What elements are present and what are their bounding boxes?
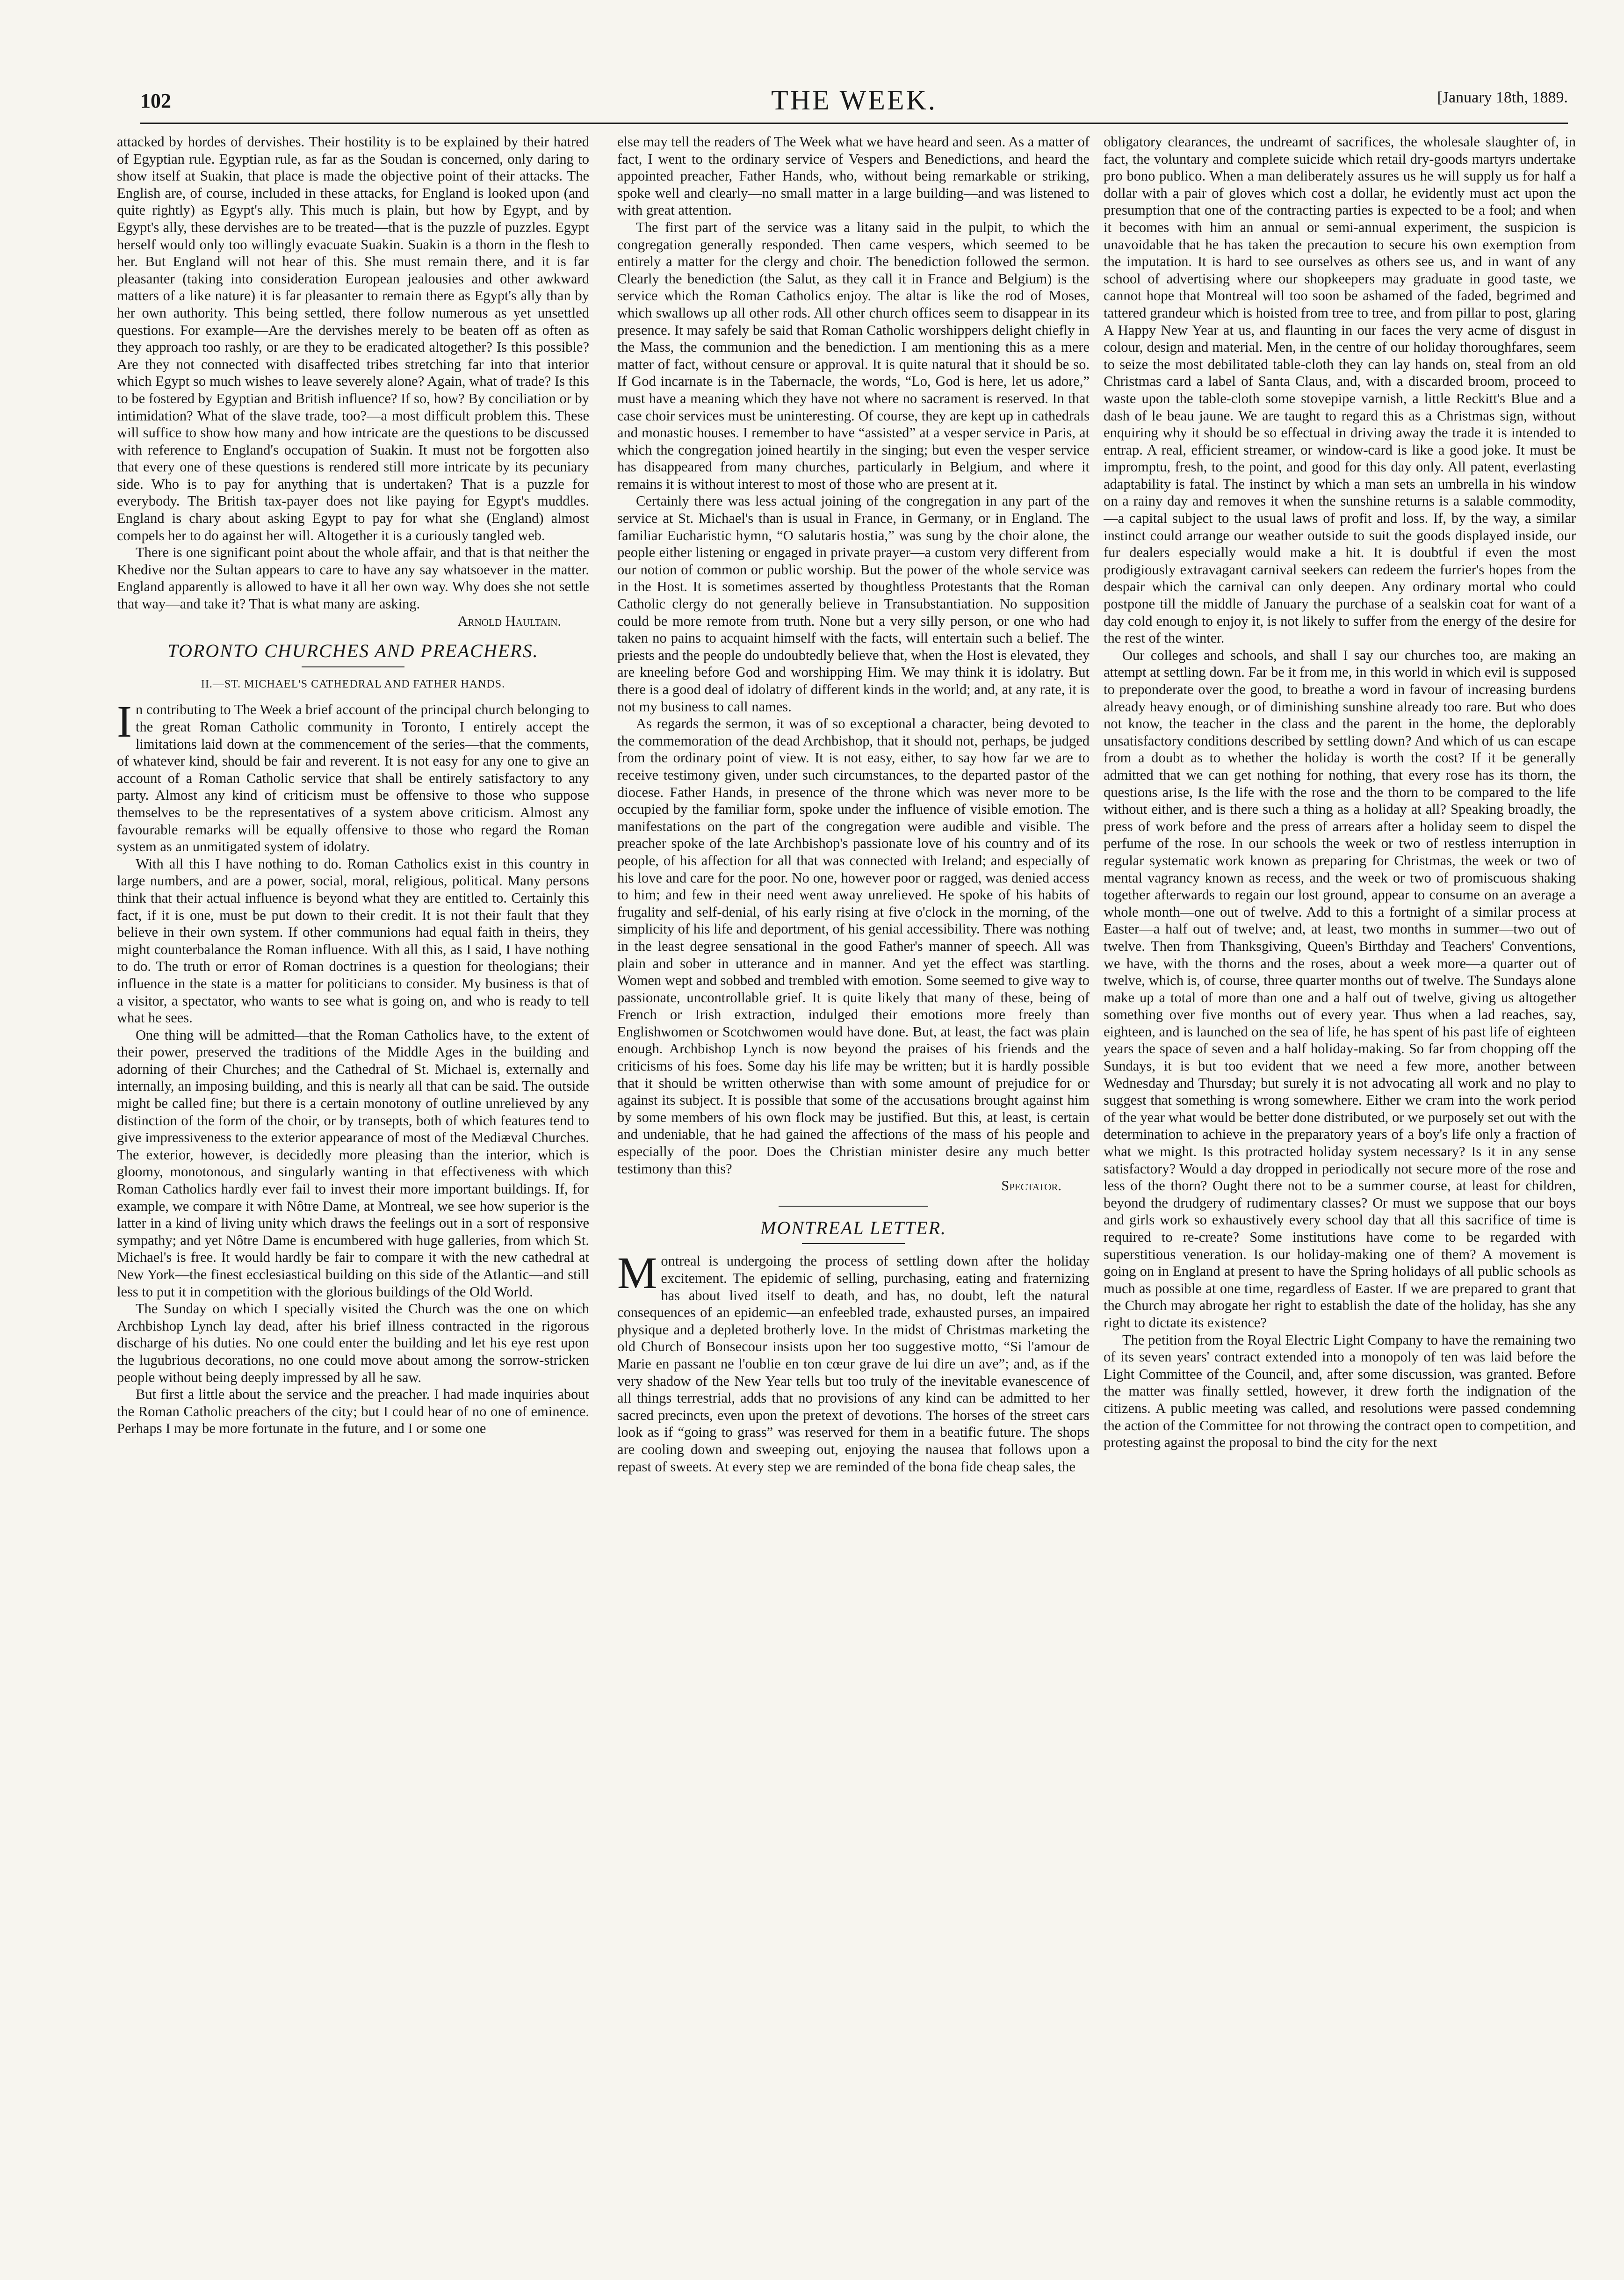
author-signature: Arnold Haultain.: [457, 613, 561, 629]
paragraph: There is one significant point about the whole affair, and that is that neither the Khedive nor the Sultan appears to care to have any say whatsoever in the matter. England apparently is allowed to have it all her own way. Why does she not settle that way—and take it? That is what many are asking.: [117, 544, 589, 612]
masthead-title: THE WEEK.: [771, 85, 937, 116]
column-3: [1104, 133, 1576, 2224]
page-header: [140, 85, 1568, 126]
page-number: 102: [140, 89, 171, 112]
paragraph: But first a little about the service and the preacher. I had made inquiries about the Roman Catholic preachers of the city; but I could hear of no one of eminence. Perhaps I may be more fortunate in the future, and I or some one: [117, 1386, 589, 1437]
author-signature: Spectator.: [1001, 1178, 1061, 1194]
paragraph: With all this I have nothing to do. Roman Catholics exist in this country in large numbers, and are a power, social, moral, religious, political. Many persons think that their actual influence is beyond what they are entitled to. Certainly this fact, if it is one, must be put down to their credit. It is not their fault that they believe in their own system. If other communions had equal faith in theirs, they might counterbalance the Roman influence. With all this, as I said, I have nothing to do. The truth or error of Roman doctrines is a question for theologians; their influence in the state is a matter for politicians to consider. My business is that of a visitor, a spectator, who wants to see what is going on, and who is ready to tell what he sees.: [117, 855, 589, 1026]
section-subhead: II.—ST. MICHAEL'S CATHEDRAL AND FATHER HANDS.: [201, 678, 505, 690]
article-divider: [779, 1206, 928, 1207]
paragraph: Montreal is undergoing the process of settling down after the holiday excitement. The epidemic of selling, purchasing, eating and fraternizing has about lived itself to death, and has, no doubt, left the natural consequences of an epidemic—an enfeebled trade, exhausted purses, an impaired physique and a depleted brotherly love. In the midst of Christmas marketing the old Church of Bonsecour insists upon her too suggestive motto, “Si l'amour de Marie en passant ne l'oublie en ton cœur grave de lui dire un ave”; and, as if the very shadow of the New Year tells but too truly of the inevitable evanescence of all things terrestrial, adds that no provisions of any kind can be admitted to her sacred precincts, even upon the pretext of devotions. The horses of the street cars look as if “going to grass” was reserved for them in a beatific future. The shops are cooling down and sweeping out, enjoying the nausea that follows upon a repast of sweets. At every step we are reminded of the bona fide cheap sales, the: [617, 1248, 1090, 1475]
section-rule: [802, 1243, 905, 1244]
paragraph: Certainly there was less actual joining of the congregation in any part of the service at St. Michael's than is usual in France, in Germany, or in England. The familiar Eucharistic hymn, “O salutaris hostia,” was sung by the choir alone, the people either listening or engaged in private prayer—a custom very different from our notion of common or public worship. But the power of the whole service was in the Host. It is sometimes asserted by thoughtless Protestants that the Roman Catholic clergy do not generally believe in Transubstantiation. No supposition could be more remote from truth. None but a very silly person, or one who had taken no pains to acquaint himself with the facts, will entertain such a belief. The priests and the people do undoubtedly believe that, when the Host is elevated, they are kneeling before God and worshipping Him. We may think it is idolatry. But there is a good deal of idolatry of different kinds in the world; and, at any rate, it is not my business to call names.: [617, 493, 1090, 715]
paragraph: else may tell the readers of The Week what we have heard and seen. As a matter of fact, I went to the ordinary service of Vespers and Benedictions, and heard the appointed preacher, Father Hands, who, without being remarkable or striking, spoke well and clearly—no small matter in a large building—and was listened to with great attention.: [617, 134, 1090, 218]
column-1: [117, 133, 589, 2224]
section-title: TORONTO CHURCHES AND PREACHERS.: [167, 640, 539, 662]
paragraph: The Sunday on which I specially visited the Church was the one on which Archbishop Lynch lay dead, after his brief illness contracted in the rigorous discharge of his duties. No one could enter the building and let his eye rest upon the lugubrious decorations, no one could move about among the sorrow-stricken people without being deeply impressed by all he saw.: [117, 1301, 589, 1385]
paragraph: The first part of the service was a litany said in the pulpit, to which the congregation generally responded. Then came vespers, which seemed to be entirely a matter for the clergy and choir. The benediction followed the sermon. Clearly the benediction (the Salut, as they call it in France and Belgium) is the service which the Roman Catholics enjoy. The altar is like the rod of Moses, which swallows up all other rods. All other church offices seem to disappear in its presence. It may safely be said that Roman Catholic worshippers delight chiefly in the Mass, the communion and the benediction. I am mentioning this as a mere matter of fact, without censure or approval. It is quite natural that it should be so. If God incarnate is in the Tabernacle, the words, “Lo, God is here, let us adore,” must have a meaning which they have not where no sacrament is reserved. In that case choir services must be uninteresting. Of course, they are kept up in cathedrals and monastic houses. I remember to have “assisted” at a vesper service in Paris, at which the congregation joined heartily in the singing; but even the vesper service has disappeared from many churches, particularly in Belgium, and where it remains it is without interest to most of those who are present at it.: [617, 219, 1090, 492]
paragraph: As regards the sermon, it was of so exceptional a character, being devoted to the commemoration of the dead Archbishop, that it should not, perhaps, be judged from the ordinary point of view. It is not easy, either, to say how far we are to receive testimony given, under such circumstances, to the departed pastor of the diocese. Father Hands, in presence of the throne which was never more to be occupied by the familiar form, spoke under the influence of visible emotion. The manifestations on the part of the congregation were audible and visible. The preacher spoke of the late Archbishop's passionate love of his country and of its people, of his affection for all that was connected with Ireland; and especially of his love and care for the poor. No one, however poor or ragged, was denied access to him; and few in their need went away unrelieved. He spoke of his habits of frugality and self-denial, of his early rising at five o'clock in the morning, of the simplicity of his life and deportment, of his genial accessibility. There was nothing in the least degree sensational in the good Father's manner of speech. All was plain and sober in utterance and in manner. And yet the effect was startling. Women wept and sobbed and trembled with emotion. Some seemed to give way to passionate, uncontrollable grief. It is quite likely that many of these, being of French or Irish extraction, indulged their emotions more freely than Englishwomen or Scotchwomen would have done. But, at least, the fact was plain enough. Archbishop Lynch is now beyond the praises of his friends and the criticisms of his foes. Some day his life may be written; but it is hardly possible that it should be written otherwise than with some amount of prejudice for or against its subject. It is possible that some of the accusations brought against him by some members of his own flock may be justified. But this, at least, is certain and undeniable, that he had gained the affections of the mass of his people and especially of the poor. Does the Christian minister desire any much better testimony than this?: [617, 716, 1090, 1177]
section-title: MONTREAL LETTER.: [760, 1217, 946, 1238]
issue-date: [January 18th, 1889.: [1437, 89, 1568, 106]
paragraph: In contributing to The Week a brief account of the principal church belonging to the great Roman Catholic community in Toronto, I entirely accept the limitations laid down at the commencement of the series—that the comments, of whatever kind, should be fair and reverent. It is not easy for any one to give an account of a Roman Catholic service that shall be entirely satisfactory to any party. Almost any kind of criticism must be offensive to those who suppose themselves to be the representatives of a system above criticism. Almost any favourable remarks will be equally offensive to those who regard the Roman system as an unmitigated system of idolatry.: [117, 696, 589, 855]
header-rule: [140, 123, 1568, 124]
paragraph: One thing will be admitted—that the Roman Catholics have, to the extent of their power, preserved the traditions of the Middle Ages in the building and adorning of their Churches; and the Cathedral of St. Michael is, externally and internally, an imposing building, and this is nearly all that can be said. The outside might be called fine; but there is a certain monotony of outline unrelieved by any distinction of the form of the choir, or by transepts, both of which features tend to give impressiveness to the exterior appearance of most of the Mediæval Churches. The exterior, however, is decidedly more pleasing than the interior, which is gloomy, monotonous, and singularly wanting in that effectiveness with which Roman Catholics hardly ever fail to invest their more important buildings. If, for example, we compare it with Nôtre Dame, at Montreal, we see how superior is the latter in a kind of living unity which draws the feelings out in a sort of responsive sympathy; and yet Nôtre Dame is encumbered with huge galleries, from which St. Michael's is free. It would hardly be fair to compare it with the new cathedral at New York—the finest ecclesiastical building on this side of the Atlantic—and still less to put it in competition with the glorious buildings of the Old World.: [117, 1027, 589, 1300]
paragraph: The petition from the Royal Electric Light Company to have the remaining two of its seven years' contract extended into a monopoly of ten was laid before the Light Committee of the Council, and, after some discussion, was granted. Before the matter was finally settled, however, it drew forth the indignation of the citizens. A public meeting was called, and resolutions were passed condemning the action of the Committee for not throwing the contract open to competition, and protesting against the proposal to bind the city for the next: [1104, 1332, 1576, 1451]
column-2: [617, 133, 1090, 2224]
section-rule: [302, 666, 404, 667]
paragraph: attacked by hordes of dervishes. Their hostility is to be explained by their hatred of Egyptian rule. Egyptian rule, as far as the Soudan is concerned, only daring to show itself at Suakin, that place is made the objective point of their attacks. The English are, of course, included in these attacks, for England is looked upon (and quite rightly) as Egypt's ally. This much is plain, but how by Egypt, and by Egypt's ally, these dervishes are to be treated—that is the puzzle of puzzles. Egypt herself would only too willingly evacuate Suakin. Suakin is a thorn in the flesh to her. But England will not hear of this. She must remain there, and it is far pleasanter (taking into consideration European jealousies and other awkward matters of a like nature) it is far pleasanter to remain there as Egypt's ally than by her own authority. This being settled, there follow numerous as yet unsettled questions. For example—Are the dervishes merely to be beaten off as often as they approach too rashly, or are they to be eradicated altogether? Is this possible? Are they not connected with disaffected tribes stretching far into that interior which Egypt so much wishes to leave severely alone? Again, what of trade? Is this to be fostered by Egyptian and British influence? If so, how? By conciliation or by intimidation? What of the slave trade, too?—a most difficult problem this. These will suffice to show how many and how intricate are the questions to be discussed with reference to England's occupation of Suakin. It must not be forgotten also that every one of these questions is rendered still more intricate by its pecuniary side. Who is to pay for anything that is undertaken? That is a puzzle for everybody. The British tax-payer does not like paying for Egypt's muddles. England is chary about asking Egypt to pay for what she (England) almost compels her to do against her will. Altogether it is a curiously tangled web.: [117, 134, 589, 543]
paragraph: Our colleges and schools, and shall I say our churches too, are making an attempt at settling down. Far be it from me, in this world in which evil is supposed to preponderate over the good, to breathe a word in favour of increasing burdens already heavy enough, or of diminishing sunshine already too rare. But who does not know, the teacher in the class and the parent in the home, the deplorably unsatisfactory conditions described by settling down? And which of us can escape from a doubt as to whether the holiday is worth the cost? If it be generally admitted that we can get nothing for nothing, that every rose has its thorn, the questions arise, Is the life with the rose and the thorn to be compared to the life without either, and is there such a thing as a holiday at all? Speaking broadly, the press of work before and the press of arrears after a holiday seem to dispel the perfume of the rose. In our schools the week or two of restless interruption in regular systematic work known as preparing for Christmas, the week or two of mental vagrancy known as recess, and the week or two of promiscuous shaking together afterwards to regain our lost ground, appear to consume on an average a whole month—one out of twelve. Add to this a fortnight of a similar process at Easter—a half out of twelve; and, at least, two months in summer—two out of twelve. Then from Thanksgiving, Queen's Birthday and Teachers' Conventions, we have, with the thorns and the roses, about a week more—a quarter out of twelve, which is, of course, three quarter months out of twelve. The Sundays alone make up a total of more than one and a half out of twelve, giving us altogether something over five months out of every year. Thus when a lad reaches, say, eighteen, and is launched on the sea of life, he has spent of his past life of eighteen years the space of seven and a half holiday-making. So far from chopping off the Sundays, it is but too evident that we need a few more, another between Wednesday and Thursday; but surely it is not advocating all work and no play to suggest that something is wrong somewhere. Either we cram into the work period of the year what would be better done distributed, or we purposely set out with the determination to achieve in the preparatory years of a boy's life only a fraction of what we might. Is this protracted holiday system necessary? Is it in any sense satisfactory? Would a day dropped in periodically not secure more of the rose and less of the thorn? Ought there not to be a summer course, at least for children, beyond the drudgery of rudimentary classes? Or must we suppose that our boys and girls work so exhaustively every school day that all this sacrifice of time is required to re-create? Some institutions have come to be regarded with superstitious veneration. Is our holiday-making one of them? A movement is going on in England at present to have the Spring holidays of all public schools as much as possible at one time, regardless of Easter. If we are prepared to grant that the Church may abrogate her right to establish the date of the holiday, has she any right to dictate its existence?: [1104, 647, 1576, 1331]
paragraph: obligatory clearances, the undreamt of sacrifices, the wholesale slaughter of, in fact, the voluntary and complete suicide which retail dry-goods martyrs undertake pro bono publico. When a man deliberately assures us he will supply us for half a dollar with a pair of gloves which cost a dollar, he evidently must act upon the presumption that one of the contracting parties is expected to be a fool; and when it becomes with him an annual or semi-annual experiment, the suspicion is unavoidable that he has taken the precaution to secure his own exemption from the imputation. It is hard to see ourselves as others see us, and in want of any school of advertising where our shopkeepers may graduate in good taste, we cannot hope that Montreal will too soon be ashamed of the faded, begrimed and tattered grandeur which is hoisted from tree to tree, and from pillar to post, glaring A Happy New Year at us, and flaunting in our faces the very acme of disgust in colour, design and material. Men, in the centre of our holiday thoroughfares, seem to seize the most debilitated table-cloth they can lay hands on, steal from an old Christmas card a label of Santa Claus, and, with a discarded broom, proceed to waste upon the table-cloth some stovepipe varnish, a little Reckitt's Blue and a dash of le beau jaune. We are taught to regard this as a Christmas sign, without enquiring why it should be so effectual in driving away the trade it is intended to entrap. A real, efficient streamer, or window-card is like a good joke. It must be impromptu, fresh, to the point, and good for this day only. All patent, everlasting adaptability is fatal. The instinct by which a man sets an umbrella in his window on a rainy day and removes it when the sunshine returns is a salable commodity,—a capital subject to the usual laws of profit and loss. If, by the way, a similar instinct could arrange our weather outside to suit the goods displayed inside, our fur dealers especially would make a hit. It is doubtful if even the most prodigiously extravagant carnival seekers can redeem the furrier's hopes from the despair which the carnival can only deepen. Any ordinary mortal who could postpone till the middle of January the purchase of a sealskin coat for want of a day cold enough to enjoy it, is not likely to suffer from the energy of the desire for the rest of the winter.: [1104, 134, 1576, 646]
